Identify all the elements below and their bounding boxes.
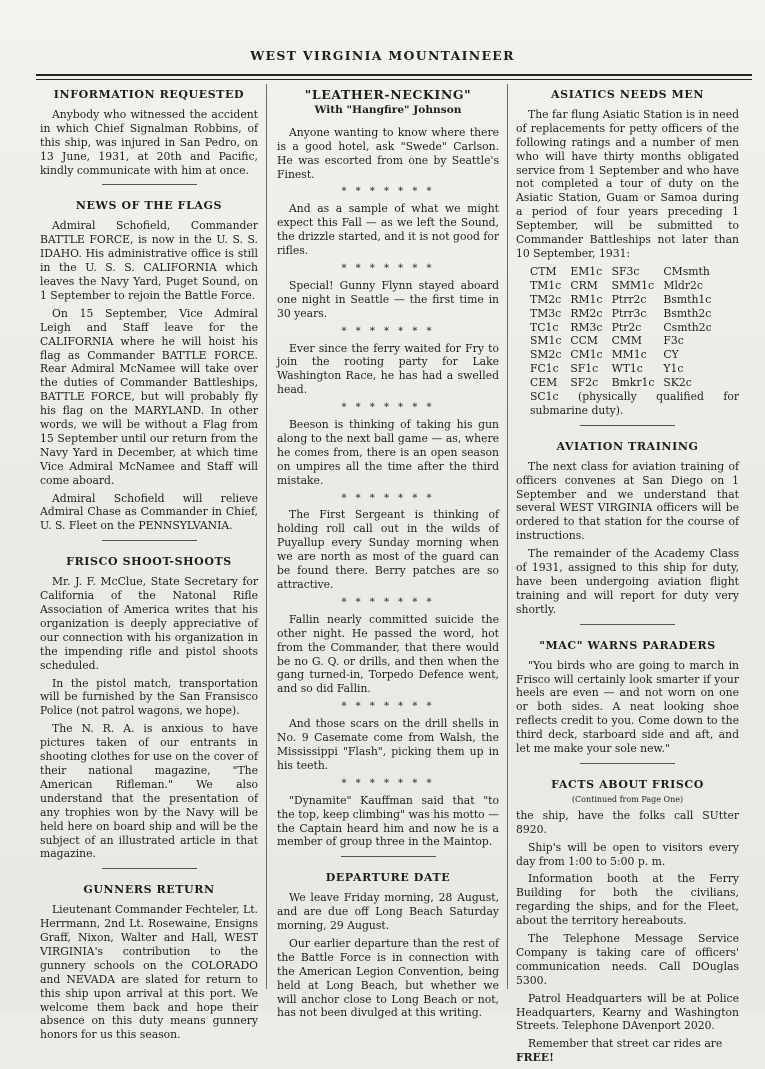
rating-cell: Bsmth2c xyxy=(663,306,712,320)
article-paragraph: The N. R. A. is anxious to have pictures taken of our entrants in shooting clothes for use on the cover of their national magazine, "The American Rifleman." We also understand that the presentation of any trophies won by the Navy will be held here on board ship and will be the subject of an illustrated article in that magazine. xyxy=(40,722,258,861)
rating-cell: TM1c xyxy=(530,278,562,292)
ratings-row xyxy=(530,376,721,390)
star-divider: * * * * * * * xyxy=(341,596,435,608)
article-paragraph: Admiral Schofield, Commander BATTLE FORCE, is now in the U. S. S. IDAHO. His administrative office is still in the U. S. S. CALIFORNIA which leaves the Navy Yard, Puget Sound, on 1 September to rejoin the Battle Force. xyxy=(40,219,258,302)
rating-cell: SMM1c xyxy=(611,278,655,292)
column-3 xyxy=(516,84,739,1069)
column-item: Anyone wanting to know where there is a good hotel, ask "Swede" Carlson. He was escorted from one by Seattle's Finest. xyxy=(277,125,499,181)
article-paragraph: The Telephone Message Service Company is taking care of officers' communication needs. Call DOuglas 5300. xyxy=(516,932,739,987)
star-divider: * * * * * * * xyxy=(341,325,435,337)
ratings-row xyxy=(530,307,721,321)
column-divider-1 xyxy=(266,84,267,989)
ratings-row xyxy=(530,334,721,348)
ratings-note: SC1c (physically qualified for submarine duty). xyxy=(530,390,739,417)
column-1 xyxy=(40,84,258,1046)
rating-cell: CEM xyxy=(530,376,558,390)
masthead-rule-thick xyxy=(36,74,752,76)
ratings-row xyxy=(530,265,721,279)
section-separator xyxy=(580,425,675,426)
star-divider: * * * * * * * xyxy=(341,186,435,198)
star-divider: * * * * * * * xyxy=(341,701,435,713)
rating-cell: CMM xyxy=(611,334,642,348)
rating-cell: CM1c xyxy=(570,348,603,362)
column-item: The First Sergeant is thinking of holding roll call out in the wilds of Puyallup every Sunday morning when we are north as most of the guard can be found there. Berry patches are so attractive. xyxy=(277,508,499,591)
rating-cell: SM1c xyxy=(530,334,562,348)
rating-cell: SF1c xyxy=(570,362,599,376)
star-divider: * * * * * * * xyxy=(341,262,435,274)
ratings-row xyxy=(530,279,721,293)
column-2 xyxy=(277,84,499,1024)
rating-cell: Mldr2c xyxy=(663,278,703,292)
ratings-row xyxy=(530,362,721,376)
article-paragraph xyxy=(516,1037,739,1065)
column-divider-2 xyxy=(507,84,508,989)
rating-cell: TM2c xyxy=(530,292,562,306)
column-item: Fallin nearly committed suicide the other night. He passed the word, hot from the Commander, that there would be no G. Q. or drills, and then when the gang turned-in, Torpedo Defence went, and so did Fallin. xyxy=(277,612,499,696)
article-paragraph: Admiral Schofield will relieve Admiral Chase as Commander in Chief, U. S. Fleet on the PENNSYLVANIA. xyxy=(40,491,258,533)
rating-cell: SK2c xyxy=(663,376,692,390)
rating-cell: TC1c xyxy=(530,320,559,334)
heading-news-of-the-flags: NEWS OF THE FLAGS xyxy=(75,199,223,213)
article-paragraph: Ship's will be open to visitors every day from 1:00 to 5:00 p. m. xyxy=(516,840,739,868)
column-item: Special! Gunny Flynn stayed aboard one night in Seattle — the first time in 30 years. xyxy=(277,278,499,320)
section-separator xyxy=(341,856,436,857)
article-paragraph: On 15 September, Vice Admiral Leigh and Staff leave for the CALIFORNIA where he will hoist his flag as Commander BATTLE FORCE. Rear Admiral McNamee will take over the duties of Commander Battleships, BATTLE FORCE, but will probably fly his flag on the MARYLAND. In other words, we will be without a Flag from 15 September until our return from the Navy Yard in December, at which time Vice Admiral McNamee and Staff will come aboard. xyxy=(40,306,258,487)
rating-cell: Csmth2c xyxy=(663,320,712,334)
section-separator xyxy=(580,624,675,625)
article-paragraph: The far flung Asiatic Station is in need of replacements for petty officers of the following ratings and a number of men who will have thirty months obligated service from 1 September and who have not completed a tour of duty on the Asiatic Station, Guam or Samoa during a period of four years preceding 1 September, will be submitted to Commander Battleships not later than 10 September, 1931: xyxy=(516,107,739,260)
ratings-row xyxy=(530,293,721,307)
article-paragraph: Mr. J. F. McClue, State Secretary for California of the Natonal Rifle Association of America writes that his organization is deeply appreciative of our connection with his organization in the impending rifle and pistol shoots scheduled. xyxy=(40,575,258,672)
continued-note: (Continued from Page One) xyxy=(571,794,684,804)
section-separator xyxy=(102,540,197,541)
rating-cell: CY xyxy=(663,348,679,362)
column-item: Beeson is thinking of taking his gun along to the next ball game — as, where he comes from, there is an open season on umpires all the time after the third mistake. xyxy=(277,418,499,487)
heading-information-requested: INFORMATION REQUESTED xyxy=(53,88,245,101)
rating-cell: EM1c xyxy=(570,264,603,278)
rating-cell: Y1c xyxy=(663,362,684,376)
rating-cell: F3c xyxy=(663,334,684,348)
rating-cell: Ptr2c xyxy=(611,320,642,334)
rating-cell: CTM xyxy=(530,264,557,278)
rating-cell: CMsmth xyxy=(663,264,710,278)
rating-cell: MM1c xyxy=(611,348,647,362)
star-divider: * * * * * * * xyxy=(341,777,435,789)
article-paragraph: The next class for aviation training of officers convenes at San Diego on 1 September and we understand that several WEST VIRGINIA officers will be ordered to that station for the course of instructions. xyxy=(516,459,739,543)
article-paragraph: Information booth at the Ferry Building for both the civilians, regarding the ships, and for the Fleet, about the territory hereabouts. xyxy=(516,872,739,928)
rating-cell: Ptrr2c xyxy=(611,292,647,306)
heading-departure-date: DEPARTURE DATE xyxy=(325,871,451,885)
column-item: And as a sample of what we might expect this Fall — as we left the Sound, the drizzle started, and it is not good for rifles. xyxy=(277,202,499,258)
masthead: WEST VIRGINIA MOUNTAINEER xyxy=(250,48,515,63)
closing-text: Remember that street car rides are xyxy=(528,1037,723,1051)
article-paragraph: Anybody who witnessed the accident in which Chief Signalman Robbins, of this ship, was injured in San Pedro, on 13 June, 1931, at 20th and Pacific, kindly communicate with him at once. xyxy=(40,107,258,177)
rating-cell: Bmkr1c xyxy=(611,376,655,390)
heading-mac-warns-paraders: "MAC" WARNS PARADERS xyxy=(539,638,716,652)
rating-cell: Bsmth1c xyxy=(663,292,712,306)
rating-cell: Ptrr3c xyxy=(611,306,647,320)
heading-frisco-shoot-shoots: FRISCO SHOOT-SHOOTS xyxy=(66,555,232,569)
heading-asiatics-needs-men: ASIATICS NEEDS MEN xyxy=(551,88,704,101)
rating-cell: WT1c xyxy=(611,362,643,376)
ratings-row xyxy=(530,348,721,362)
rating-cell: CCM xyxy=(570,334,598,348)
article-paragraph: Our earlier departure than the rest of the Battle Force is in connection with the American Legion Convention, being held at Long Beach, but whether we will anchor close to Long Beach or not, has not been divulged at this writing. xyxy=(277,936,499,1020)
heading-aviation-training: AVIATION TRAINING xyxy=(556,439,699,453)
rating-cell: SF3c xyxy=(611,264,640,278)
rating-cell: RM2c xyxy=(570,306,603,320)
article-paragraph: Patrol Headquarters will be at Police Headquarters, Kearny and Washington Streets. Telephone DAvenport 2020. xyxy=(516,991,739,1033)
heading-leather-necking: "LEATHER-NECKING" xyxy=(304,87,472,102)
rating-cell: SM2c xyxy=(530,348,562,362)
column-item: And those scars on the drill shells in No. 9 Casemate come from Walsh, the Mississippi "Flash", picking them up in his teeth. xyxy=(277,717,499,772)
free-text: FREE! xyxy=(516,1051,554,1065)
article-paragraph: We leave Friday morning, 28 August, and are due off Long Beach Saturday morning, 29 August. xyxy=(277,891,499,933)
heading-facts-about-frisco: FACTS ABOUT FRISCO xyxy=(551,777,704,791)
article-paragraph: the ship, have the folks call SUtter 8920. xyxy=(516,808,739,836)
article-paragraph: Lieutenant Commander Fechteler, Lt. Herrmann, 2nd Lt. Rosewaine, Ensigns Graff, Nixon, Walter and Hall, WEST VIRGINIA's contribution to the gunnery schools on the COLORADO and NEVADA are slated for return to this ship upon arrival at this port. We welcome them back and hope their absence on this duty means gunnery honors for us this season. xyxy=(40,903,258,1042)
rating-cell: TM3c xyxy=(530,306,562,320)
rating-cell: RM3c xyxy=(570,320,603,334)
star-divider: * * * * * * * xyxy=(341,402,435,414)
ratings-table xyxy=(530,265,721,390)
article-paragraph: The remainder of the Academy Class of 1931, assigned to this ship for duty, have been undergoing aviation flight training and will report for duty very shortly. xyxy=(516,547,739,616)
masthead-rule-thin xyxy=(36,79,752,80)
section-separator xyxy=(102,868,197,869)
byline: With "Hangfire" Johnson xyxy=(314,103,462,116)
section-separator xyxy=(102,184,197,185)
section-separator xyxy=(580,763,675,764)
ratings-row xyxy=(530,321,721,335)
article-paragraph: In the pistol match, transportation will be furnished by the San Fransisco Police (not patrol wagons, we hope). xyxy=(40,676,258,718)
heading-gunners-return: GUNNERS RETURN xyxy=(83,883,215,897)
star-divider: * * * * * * * xyxy=(341,492,435,504)
rating-cell: SF2c xyxy=(570,376,599,390)
rating-cell: FC1c xyxy=(530,362,559,376)
column-item: "Dynamite" Kauffman said that "to the top, keep climbing" was his motto — the Captain heard him and now he is a member of group three in the Maintop. xyxy=(277,793,499,849)
rating-cell: CRM xyxy=(570,278,598,292)
rating-cell: RM1c xyxy=(570,292,603,306)
column-item: Ever since the ferry waited for Fry to join the rooting party for Lake Washington Race, he has had a swelled head. xyxy=(277,341,499,397)
article-paragraph: "You birds who are going to march in Frisco will certainly look smarter if your heels are even — and not worn on one or both sides. A neat looking shoe reflects credit to you. Come down to the third deck, starboard side and aft, and let me make your sole new." xyxy=(516,658,739,756)
